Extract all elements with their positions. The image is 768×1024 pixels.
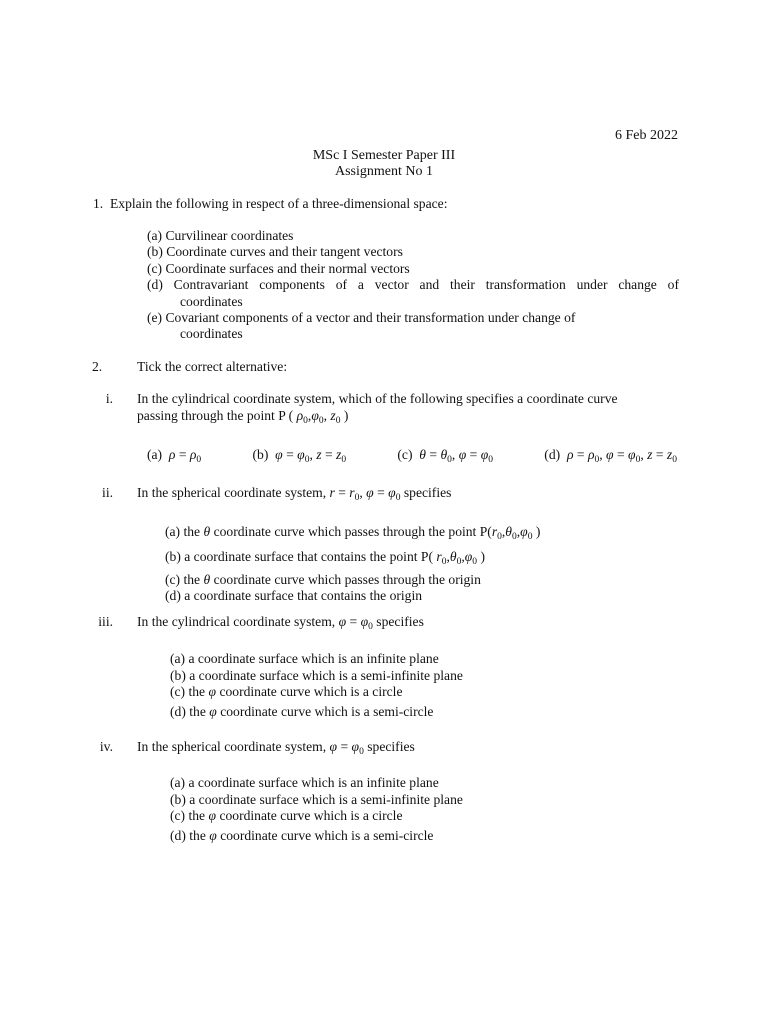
option-d-cont: coordinates (180, 293, 243, 309)
option-d: (d) the φ coordinate curve which is a semi-circle (170, 703, 434, 719)
header-subtitle: Assignment No 1 (335, 164, 433, 179)
option-d: (d) the φ coordinate curve which is a semi-circle (170, 827, 434, 843)
header-title: MSc I Semester Paper III (312, 148, 456, 163)
option-a: (a) the θ coordinate curve which passes through the point $P(r_0,\theta_0,\varphi_0$ ) (165, 524, 541, 542)
subquestion-i-options (147, 447, 677, 466)
option-e-cont: coordinates (180, 326, 243, 342)
option-a: (a) a coordinate surface which is an infinite plane (170, 775, 439, 790)
option-b: (b) a coordinate surface that contains the point P( $r_0,\theta_0,\varphi_0$ ) (165, 548, 485, 567)
option-b: (b) Coordinate curves and their tangent vectors (147, 244, 403, 260)
question-1-options (147, 228, 679, 343)
subquestion-iii-stem: In the cylindrical coordinate system, $\varphi = \varphi_0$ specifies (137, 614, 424, 632)
question-2-number: 2. (92, 359, 103, 374)
option-c: (c) Coordinate surfaces and their normal vectors (147, 260, 410, 276)
option-b: (b) a coordinate surface which is a semi-infinite plane (170, 791, 463, 807)
question-text: Explain the following in respect of a three-dimensional space: (110, 196, 448, 211)
option-b: (b) a coordinate surface which is a semi-infinite plane (170, 667, 463, 683)
option-a: (a) Curvilinear coordinates (147, 228, 294, 243)
question-2-text: Tick the correct alternative: (137, 359, 288, 374)
subquestion-iv-number: iv. (99, 739, 113, 754)
option-e: (e) Covariant components of a vector and their transformation under change of (147, 310, 576, 326)
subquestion-iii-options (170, 651, 463, 720)
question-1 (93, 196, 447, 212)
option-d: (d) a coordinate surface that contains the origin (165, 587, 423, 603)
subquestion-i-stem: In the cylindrical coordinate system, which of the following specifies a coordinate curve (137, 391, 618, 406)
option-c: (c) the φ coordinate curve which is a circle (170, 684, 403, 700)
option-b: (b) $\varphi = \varphi_0$, $z = z_0$ (252, 447, 347, 465)
subquestion-iv-options (170, 775, 463, 844)
option-c: (c) the φ coordinate curve which is a circle (170, 808, 403, 824)
subquestion-ii-number: ii. (102, 485, 113, 500)
option-d: (d) $\rho = \rho_0$, $\varphi = \varphi_0$, $z = z_0$ (544, 447, 677, 465)
subquestion-ii-stem: In the spherical coordinate system, $r = r_0$, $\varphi = \varphi_0$ specifies (137, 485, 452, 503)
subquestion-i-number: i. (105, 391, 113, 406)
question-number: 1. (93, 196, 104, 211)
option-c: (c) the θ coordinate curve which passes through the origin (165, 571, 481, 587)
option-a: (a) a coordinate surface which is an infinite plane (170, 651, 439, 666)
subquestion-iv-stem: In the spherical coordinate system, $\varphi = \varphi_0$ specifies (137, 739, 415, 757)
option-a: (a) $\rho = \rho_0$ (147, 447, 202, 465)
option-c: (c) $\theta = \theta_0$, $\varphi = \varphi_0$ (397, 447, 493, 465)
subquestion-iii-number: iii. (98, 614, 113, 629)
subquestion-i-stem-2: passing through the point P ( $\rho_0,\varphi_0$, $z_0$ ) (137, 408, 349, 426)
subquestion-ii-options (165, 522, 540, 604)
stem-text: passing through the point P ( (137, 408, 294, 423)
option-d: (d) Contravariant components of a vector and their transformation under change of (147, 277, 679, 293)
date: 6 Feb 2022 (615, 128, 678, 143)
